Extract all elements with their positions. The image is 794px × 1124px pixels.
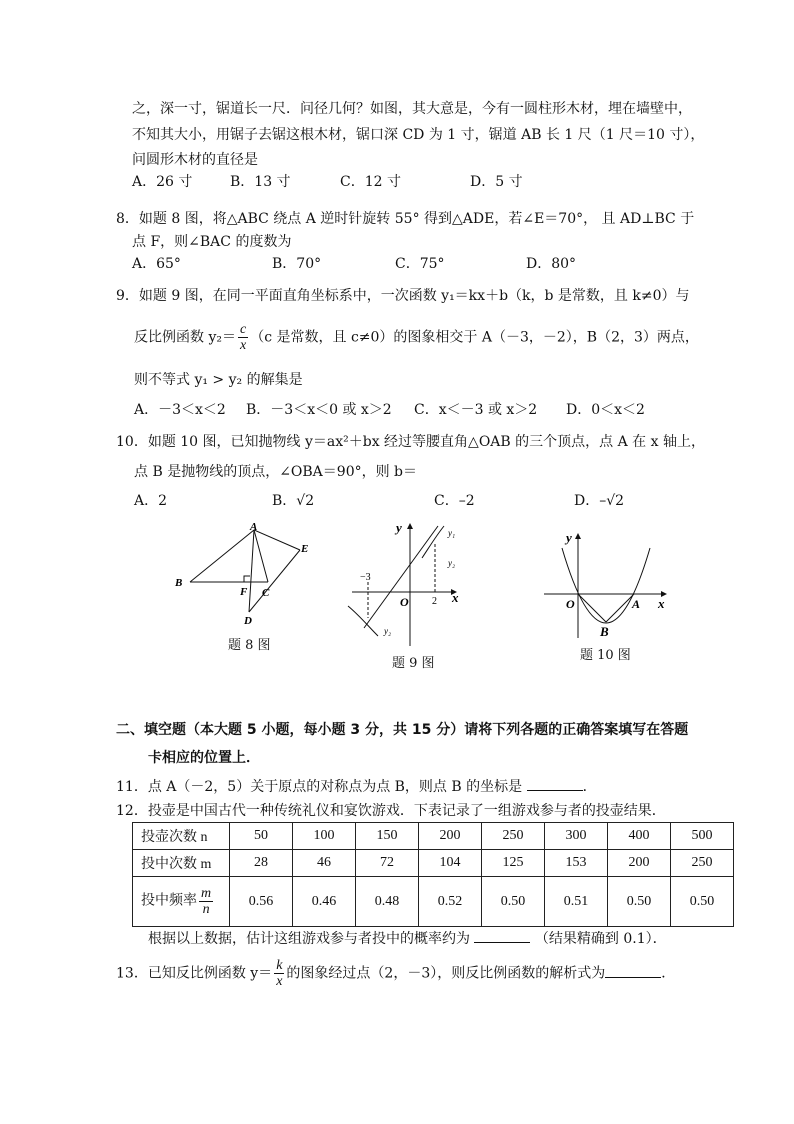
q7-line-2: 不知其大小，用锯子去锯这根木材，锯口深 CD 为 1 寸，锯道 AB 长 1 尺（1 尺＝10 寸），: [132, 127, 705, 143]
section-2-heading-line-2: 卡相应的位置上．: [148, 750, 260, 766]
table-cell: 400: [608, 823, 671, 850]
q12-after-text: 根据以上数据，估计这组游戏参与者投中的概率约为: [148, 931, 470, 947]
q12-intro: 12．投壶是中国古代一种传统礼仪和宴饮游戏．下表记录了一组游戏参与者的投壶结果．: [116, 803, 666, 819]
q7-options: [0, 172, 794, 192]
fig9-caption: 题 9 图: [392, 656, 435, 671]
q11-answer-blank[interactable]: [527, 776, 583, 791]
q9-fraction: [238, 322, 248, 353]
q10-option-b: B．√2: [272, 493, 315, 509]
q8-option-c: C．75°: [395, 256, 445, 272]
q13-fraction: [274, 958, 284, 989]
q10-option-d: D．–√2: [574, 493, 625, 509]
q8-option-d: D．80°: [526, 256, 577, 272]
frequency-frac-den: n: [202, 902, 210, 917]
table-cell: 0.50: [671, 877, 734, 927]
frequency-frac-num: m: [201, 886, 212, 901]
frequency-fraction: [199, 886, 213, 917]
fig9-y-axis-label: y: [396, 520, 402, 535]
q7-option-b: B．13 寸: [230, 174, 291, 190]
table-cell: 50: [230, 823, 293, 850]
q10-options: [0, 491, 794, 511]
table-cell: 28: [230, 850, 293, 877]
q10-line-1: 10．如题 10 图，已知抛物线 y＝ax²＋bx 经过等腰直角△OAB 的三个顶点，点 A 在 x 轴上，: [116, 434, 705, 450]
q9-line-3: 则不等式 y₁ > y₂ 的解集是: [134, 372, 303, 388]
q10-option-a: A．2: [134, 493, 168, 509]
fig8-label-c: C: [262, 587, 270, 599]
q8-line-2: 点 F，则∠BAC 的度数为: [132, 234, 292, 250]
fig9-label-y2-upper: y₂: [448, 558, 456, 568]
table-row: [133, 850, 734, 877]
fig8-label-a: A: [250, 521, 258, 533]
q9-option-d: D．0＜x＜2: [566, 402, 645, 418]
q12-after-line: [148, 928, 667, 949]
table-cell: 0.51: [545, 877, 608, 927]
fig8-label-e: E: [301, 543, 309, 555]
table-cell: 100: [293, 823, 356, 850]
table-cell: 250: [482, 823, 545, 850]
table-row: [133, 823, 734, 850]
q8-line-1: 8．如题 8 图，将△ABC 绕点 A 逆时针旋转 55° 得到△ADE，若∠E＝70°， 且 AD⊥BC 于: [116, 211, 695, 227]
fig10-y-axis-label: y: [566, 530, 572, 545]
table-cell: 150: [356, 823, 419, 850]
q9-options: [0, 400, 794, 420]
table-cell: 0.52: [419, 877, 482, 927]
table-cell: 0.50: [608, 877, 671, 927]
fig9-label-y2-lower: y₂: [384, 626, 392, 636]
fig8-caption: 题 8 图: [228, 638, 271, 653]
fig8-label-b: B: [175, 577, 183, 589]
q9-frac-den: x: [239, 338, 247, 353]
q8-options: [0, 254, 794, 274]
row-label-throws: 投壶次数 n: [133, 823, 230, 850]
table-cell: 104: [419, 850, 482, 877]
fig9-tick-2: 2: [432, 596, 437, 607]
fig8-label-f: F: [240, 586, 248, 598]
figure-9: [344, 518, 474, 650]
table-cell: 500: [671, 823, 734, 850]
table-cell: 0.56: [230, 877, 293, 927]
table-cell: 300: [545, 823, 608, 850]
q8-option-b: B．70°: [272, 256, 322, 272]
q12-results-table: [132, 822, 734, 927]
q10-line-2: 点 B 是抛物线的顶点，∠OBA＝90°，则 b＝: [134, 464, 418, 480]
q8-option-a: A．65°: [132, 256, 181, 272]
q9-line-2: [134, 322, 699, 353]
q13-answer-blank[interactable]: [605, 963, 661, 978]
q10-option-c: C．–2: [434, 493, 475, 509]
table-cell: 250: [671, 850, 734, 877]
q9-option-c: C．x＜－3 或 x＞2: [414, 402, 538, 418]
fig9-x-axis-label: x: [452, 590, 459, 605]
table-cell: 153: [545, 850, 608, 877]
q9-frac-num: c: [239, 322, 247, 337]
table-cell: 72: [356, 850, 419, 877]
table-row: [133, 877, 734, 927]
fig10-label-b: B: [600, 624, 609, 639]
q13-line: [116, 958, 675, 989]
q7-option-a: A．26 寸: [132, 174, 193, 190]
q9-option-a: A．－3＜x＜2: [134, 402, 226, 418]
q13-text-end: ．: [661, 965, 676, 982]
figure-8: [170, 520, 320, 632]
table-cell: 0.48: [356, 877, 419, 927]
fig10-x-axis-label: x: [658, 596, 665, 611]
fig9-tick-neg3: −3: [360, 572, 371, 583]
q13-text: 13．已知反比例函数 y＝: [116, 965, 273, 982]
figure-10: [540, 528, 674, 640]
row-label-hits: 投中次数 m: [133, 850, 230, 877]
q7-option-c: C．12 寸: [340, 174, 401, 190]
table-cell: 125: [482, 850, 545, 877]
table-cell: 46: [293, 850, 356, 877]
fig10-caption: 题 10 图: [580, 648, 631, 663]
q11-line: [116, 776, 597, 797]
section-2-heading-line-1: 二、填空题（本大题 5 小题，每小题 3 分，共 15 分）请将下列各题的正确答案填写在答题: [116, 722, 689, 738]
table-cell: 200: [419, 823, 482, 850]
q13-frac-den: x: [276, 974, 283, 989]
q9-line-1: 9．如题 9 图，在同一平面直角坐标系中，一次函数 y₁＝kx＋b（k，b 是常数，且 k≠0）与: [116, 288, 690, 304]
row-label-frequency: [133, 877, 230, 927]
fig10-origin-label: O: [566, 597, 575, 611]
q7-option-d: D．5 寸: [470, 174, 523, 190]
q12-answer-blank[interactable]: [474, 928, 530, 943]
table-cell: 200: [608, 850, 671, 877]
q9-line-2a: 反比例函数 y₂＝: [134, 329, 236, 346]
fig10-label-a: A: [632, 597, 641, 611]
table-cell: 0.46: [293, 877, 356, 927]
q11-text: 11．点 A（－2，5）关于原点的对称点为点 B，则点 B 的坐标是: [116, 779, 523, 795]
fig8-label-d: D: [244, 615, 252, 627]
table-cell: 0.50: [482, 877, 545, 927]
q9-option-b: B．－3＜x＜0 或 x＞2: [246, 402, 392, 418]
q13-frac-num: k: [276, 958, 283, 973]
q7-line-1: 之，深一寸，锯道长一尺．问径几何？如图，其大意是，今有一圆柱形木材，埋在墙壁中，: [132, 101, 692, 117]
fig9-label-y1: y₁: [448, 528, 456, 538]
q12-after-text-end: （结果精确到 0.1）．: [534, 931, 667, 947]
fig9-origin-label: O: [400, 595, 409, 609]
q7-line-3: 问圆形木材的直径是: [132, 152, 258, 168]
q13-text-middle: 的图象经过点（2，－3），则反比例函数的解析式为: [286, 965, 606, 982]
q11-text-end: ．: [582, 779, 597, 795]
row-label-frequency-text: 投中频率: [141, 893, 197, 909]
q9-line-2b: （c 是常数，且 c≠0）的图象相交于 A（－3，－2），B（2，3）两点，: [250, 329, 699, 346]
